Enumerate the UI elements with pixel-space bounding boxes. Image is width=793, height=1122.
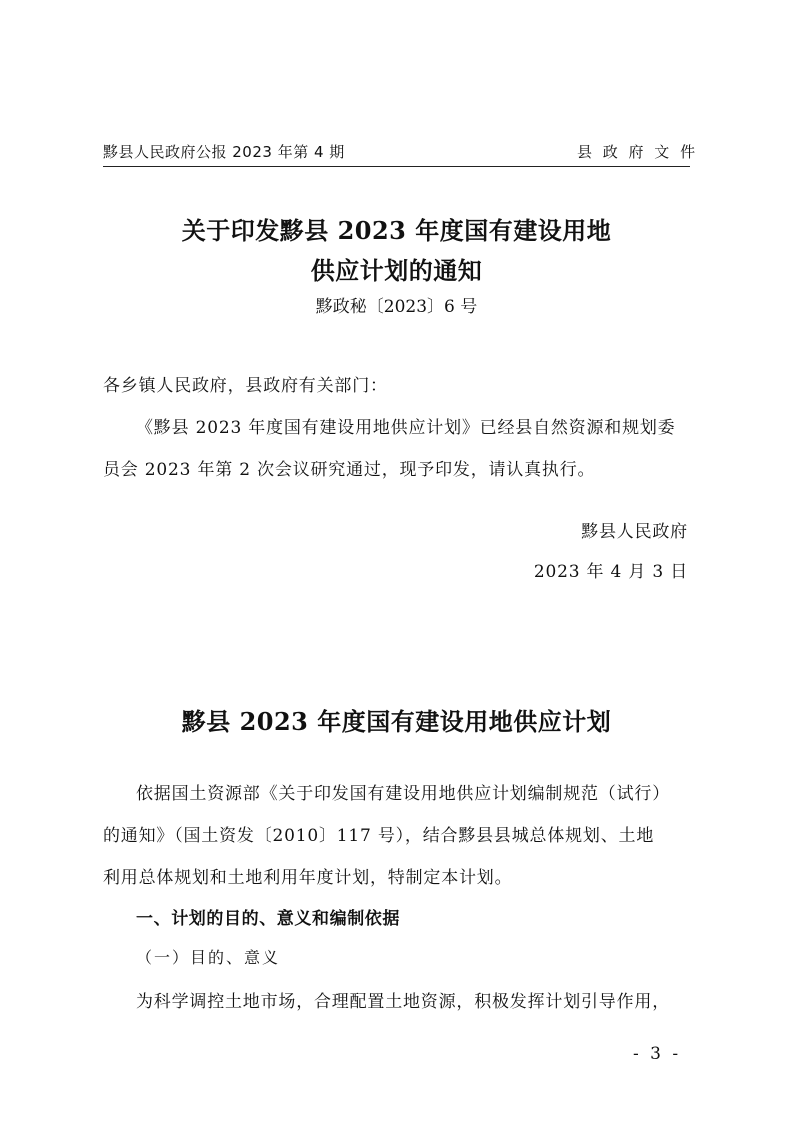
plan-paragraph-line1: 为科学调控土地市场，合理配置土地资源，积极发挥计划引导作用， <box>136 992 670 1012</box>
header-publication: 黟县人民政府公报 2023 年第 4 期 <box>103 143 345 161</box>
plan-intro-line2: 的通知》（国土资发〔2010〕117 号），结合黟县县城总体规划、土地 <box>103 826 655 846</box>
subsection1-heading: （一）目的、意义 <box>136 948 281 967</box>
signer: 黟县人民政府 <box>581 522 688 542</box>
page-number: - 3 - <box>633 1044 682 1064</box>
header-divider <box>103 166 690 167</box>
plan-title: 黟县 2023 年度国有建设用地供应计划 <box>181 707 612 736</box>
date: 2023 年 4 月 3 日 <box>533 562 688 582</box>
header-section: 县 政 府 文 件 <box>577 143 699 161</box>
salutation: 各乡镇人民政府，县政府有关部门： <box>103 376 388 396</box>
plan-intro-line1: 依据国土资源部《关于印发国有建设用地供应计划编制规范（试行） <box>136 784 670 804</box>
document-number: 黟政秘〔2023〕6 号 <box>315 297 478 317</box>
section1-heading: 一、计划的目的、意义和编制依据 <box>136 909 400 929</box>
notice-paragraph-line1: 《黟县 2023 年度国有建设用地供应计划》已经县自然资源和规划委 <box>136 418 676 438</box>
notice-title-line1: 关于印发黟县 2023 年度国有建设用地 <box>181 216 612 245</box>
notice-title-line2: 供应计划的通知 <box>310 256 483 285</box>
notice-paragraph-line2: 员会 2023 年第 2 次会议研究通过，现予印发，请认真执行。 <box>103 460 596 480</box>
plan-intro-line3: 利用总体规划和土地利用年度计划，特制定本计划。 <box>103 868 513 888</box>
